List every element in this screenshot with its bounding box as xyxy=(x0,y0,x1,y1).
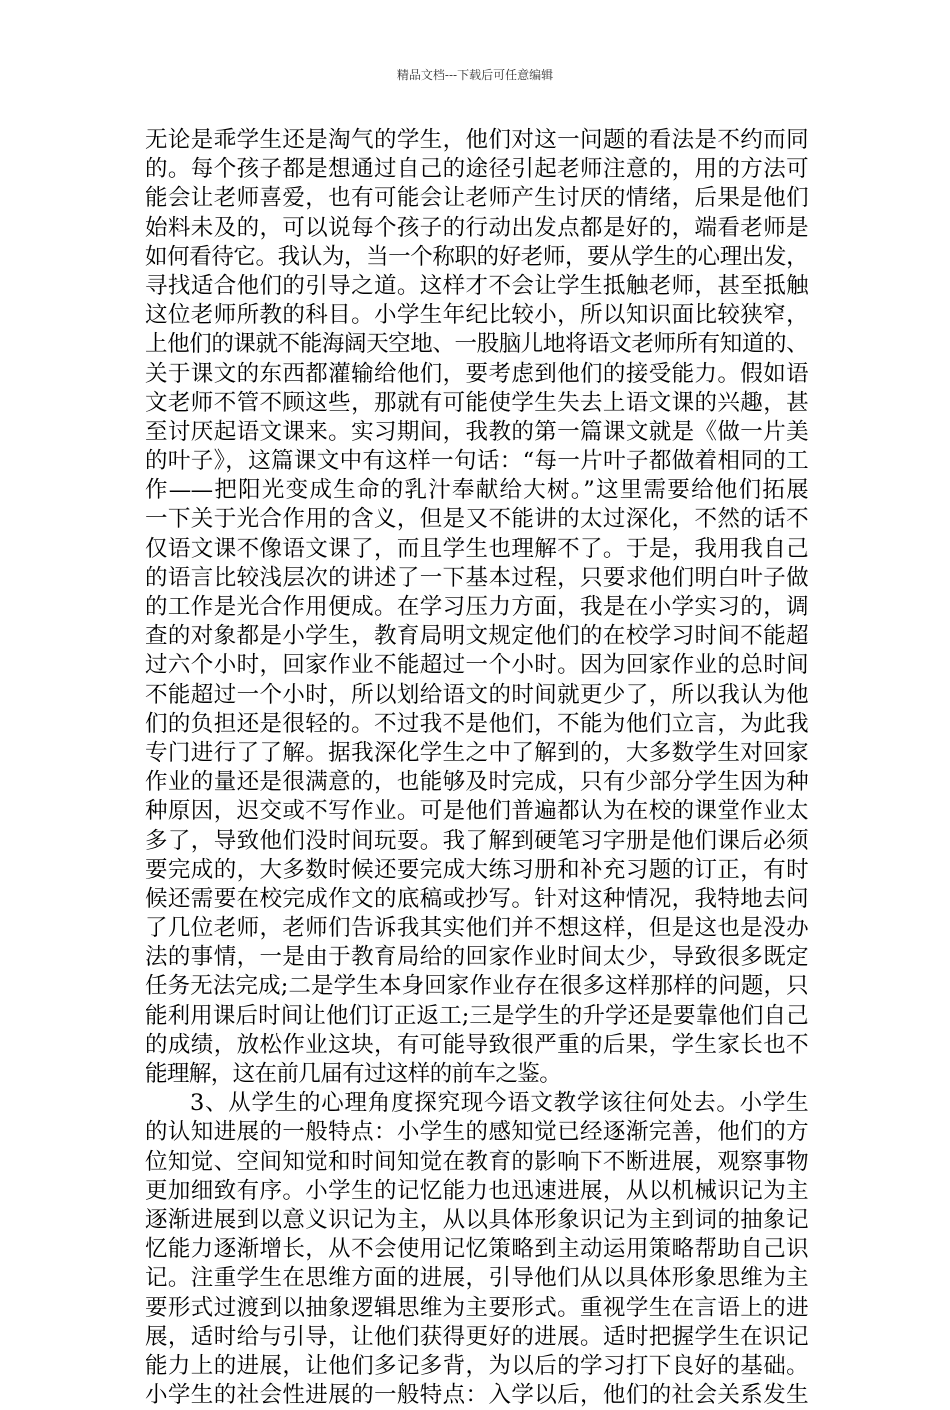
text-line: 的成绩，放松作业这块，有可能导致很严重的后果，学生家长也不 xyxy=(145,1031,808,1058)
section-heading-line: 3、从学生的心理角度探究现今语文教学该往何处去。小学生 xyxy=(190,1090,808,1117)
text-line: 的叶子》，这篇课文中有这样一句话：“每一片叶子都做着相同的工 xyxy=(145,448,808,475)
text-line: 始料未及的，可以说每个孩子的行动出发点都是好的，端看老师是 xyxy=(145,214,808,241)
text-line: 候还需要在校完成作文的底稿或抄写。针对这种情况，我特地去问 xyxy=(145,885,808,912)
text-line: 至讨厌起语文课来。实习期间，我教的第一篇课文就是《做一片美 xyxy=(145,418,808,445)
text-line: 任务无法完成;二是学生本身回家作业存在很多这样那样的问题，只 xyxy=(145,973,808,1000)
text-line: 法的事情，一是由于教育局给的回家作业时间太少，导致很多既定 xyxy=(145,944,808,971)
text-line: 更加细致有序。小学生的记忆能力也迅速进展，从以机械识记为主 xyxy=(145,1177,808,1204)
text-line: 们的负担还是很轻的。不过我不是他们，不能为他们立言，为此我 xyxy=(145,710,808,737)
text-line: 作业的量还是很满意的，也能够及时完成，只有少部分学生因为种 xyxy=(145,769,808,796)
text-line: 寻找适合他们的引导之道。这样才不会让学生抵触老师，甚至抵触 xyxy=(145,272,808,299)
text-line: 这位老师所教的科目。小学生年纪比较小，所以知识面比较狭窄， xyxy=(145,302,808,329)
text-line: 多了，导致他们没时间玩耍。我了解到硬笔习字册是他们课后必须 xyxy=(145,827,808,854)
text-line: 上他们的课就不能海阔天空地、一股脑儿地将语文老师所有知道的、 xyxy=(145,331,808,358)
text-line: 能力上的进展，让他们多记多背，为以后的学习打下良好的基础。 xyxy=(145,1352,808,1379)
text-line: 过六个小时，回家作业不能超过一个小时。因为回家作业的总时间 xyxy=(145,652,808,679)
text-line: 无论是乖学生还是淘气的学生，他们对这一问题的看法是不约而同 xyxy=(145,127,808,153)
text-line: 的工作是光合作用便成。在学习压力方面，我是在小学实习的，调 xyxy=(145,594,808,620)
text-line: 了几位老师，老师们告诉我其实他们并不想这样，但是这也是没办 xyxy=(145,915,808,942)
text-line: 仅语文课不像语文课了，而且学生也理解不了。于是，我用我自己 xyxy=(145,535,808,562)
page-header: 精品文档---下载后可任意编辑 xyxy=(396,68,554,82)
text-line: 的。每个孩子都是想通过自己的途径引起老师注意的，用的方法可 xyxy=(145,156,808,183)
text-line: 逐渐进展到以意义识记为主，从以具体形象识记为主到词的抽象记 xyxy=(145,1206,808,1233)
text-line: 不能超过一个小时，所以划给语文的时间就更少了，所以我认为他 xyxy=(145,681,808,708)
text-line: 记。注重学生在思维方面的进展，引导他们从以具体形象思维为主 xyxy=(145,1265,808,1292)
text-line: 展，适时给与引导，让他们获得更好的进展。适时把握学生在识记 xyxy=(145,1323,808,1350)
text-line: 如何看待它。我认为，当一个称职的好老师，要从学生的心理出发， xyxy=(145,243,808,270)
text-line: 查的对象都是小学生，教育局明文规定他们的在校学习时间不能超 xyxy=(145,623,808,650)
text-line: 种原因，迟交或不写作业。可是他们普遍都认为在校的课堂作业太 xyxy=(145,798,808,825)
text-line: 要完成的，大多数时候还要完成大练习册和补充习题的订正，有时 xyxy=(145,856,808,883)
text-line: 的语言比较浅层次的讲述了一下基本过程，只要求他们明白叶子做 xyxy=(145,564,808,591)
text-line: 关于课文的东西都灌输给他们，要考虑到他们的接受能力。假如语 xyxy=(145,360,808,387)
text-line: 能利用课后时间让他们订正返工;三是学生的升学还是要靠他们自己 xyxy=(145,1002,808,1029)
text-line: 位知觉、空间知觉和时间知觉在教育的影响下不断进展，观察事物 xyxy=(145,1148,808,1175)
text-line: 作——把阳光变成生命的乳汁奉献给大树。”这里需要给他们拓展 xyxy=(145,477,808,504)
text-line: 的认知进展的一般特点：小学生的感知觉已经逐渐完善，他们的方 xyxy=(145,1119,808,1146)
text-line: 忆能力逐渐增长，从不会使用记忆策略到主动运用策略帮助自己识 xyxy=(145,1236,808,1263)
text-line: 要形式过渡到以抽象逻辑思维为主要形式。重视学生在言语上的进 xyxy=(145,1294,808,1321)
text-line: 一下关于光合作用的含义，但是又不能讲的太过深化，不然的话不 xyxy=(145,506,808,533)
text-line: 小学生的社会性进展的一般特点：入学以后，他们的社会关系发生 xyxy=(145,1382,808,1409)
paragraph-end-line: 能理解，这在前几届有过这样的前车之鉴。 xyxy=(145,1061,562,1087)
text-line: 专门进行了了解。据我深化学生之中了解到的，大多数学生对回家 xyxy=(145,739,808,766)
document-body xyxy=(145,126,808,1410)
text-line: 能会让老师喜爱，也有可能会让老师产生讨厌的情绪，后果是他们 xyxy=(145,185,808,212)
text-line: 文老师不管不顾这些，那就有可能使学生失去上语文课的兴趣，甚 xyxy=(145,389,808,416)
